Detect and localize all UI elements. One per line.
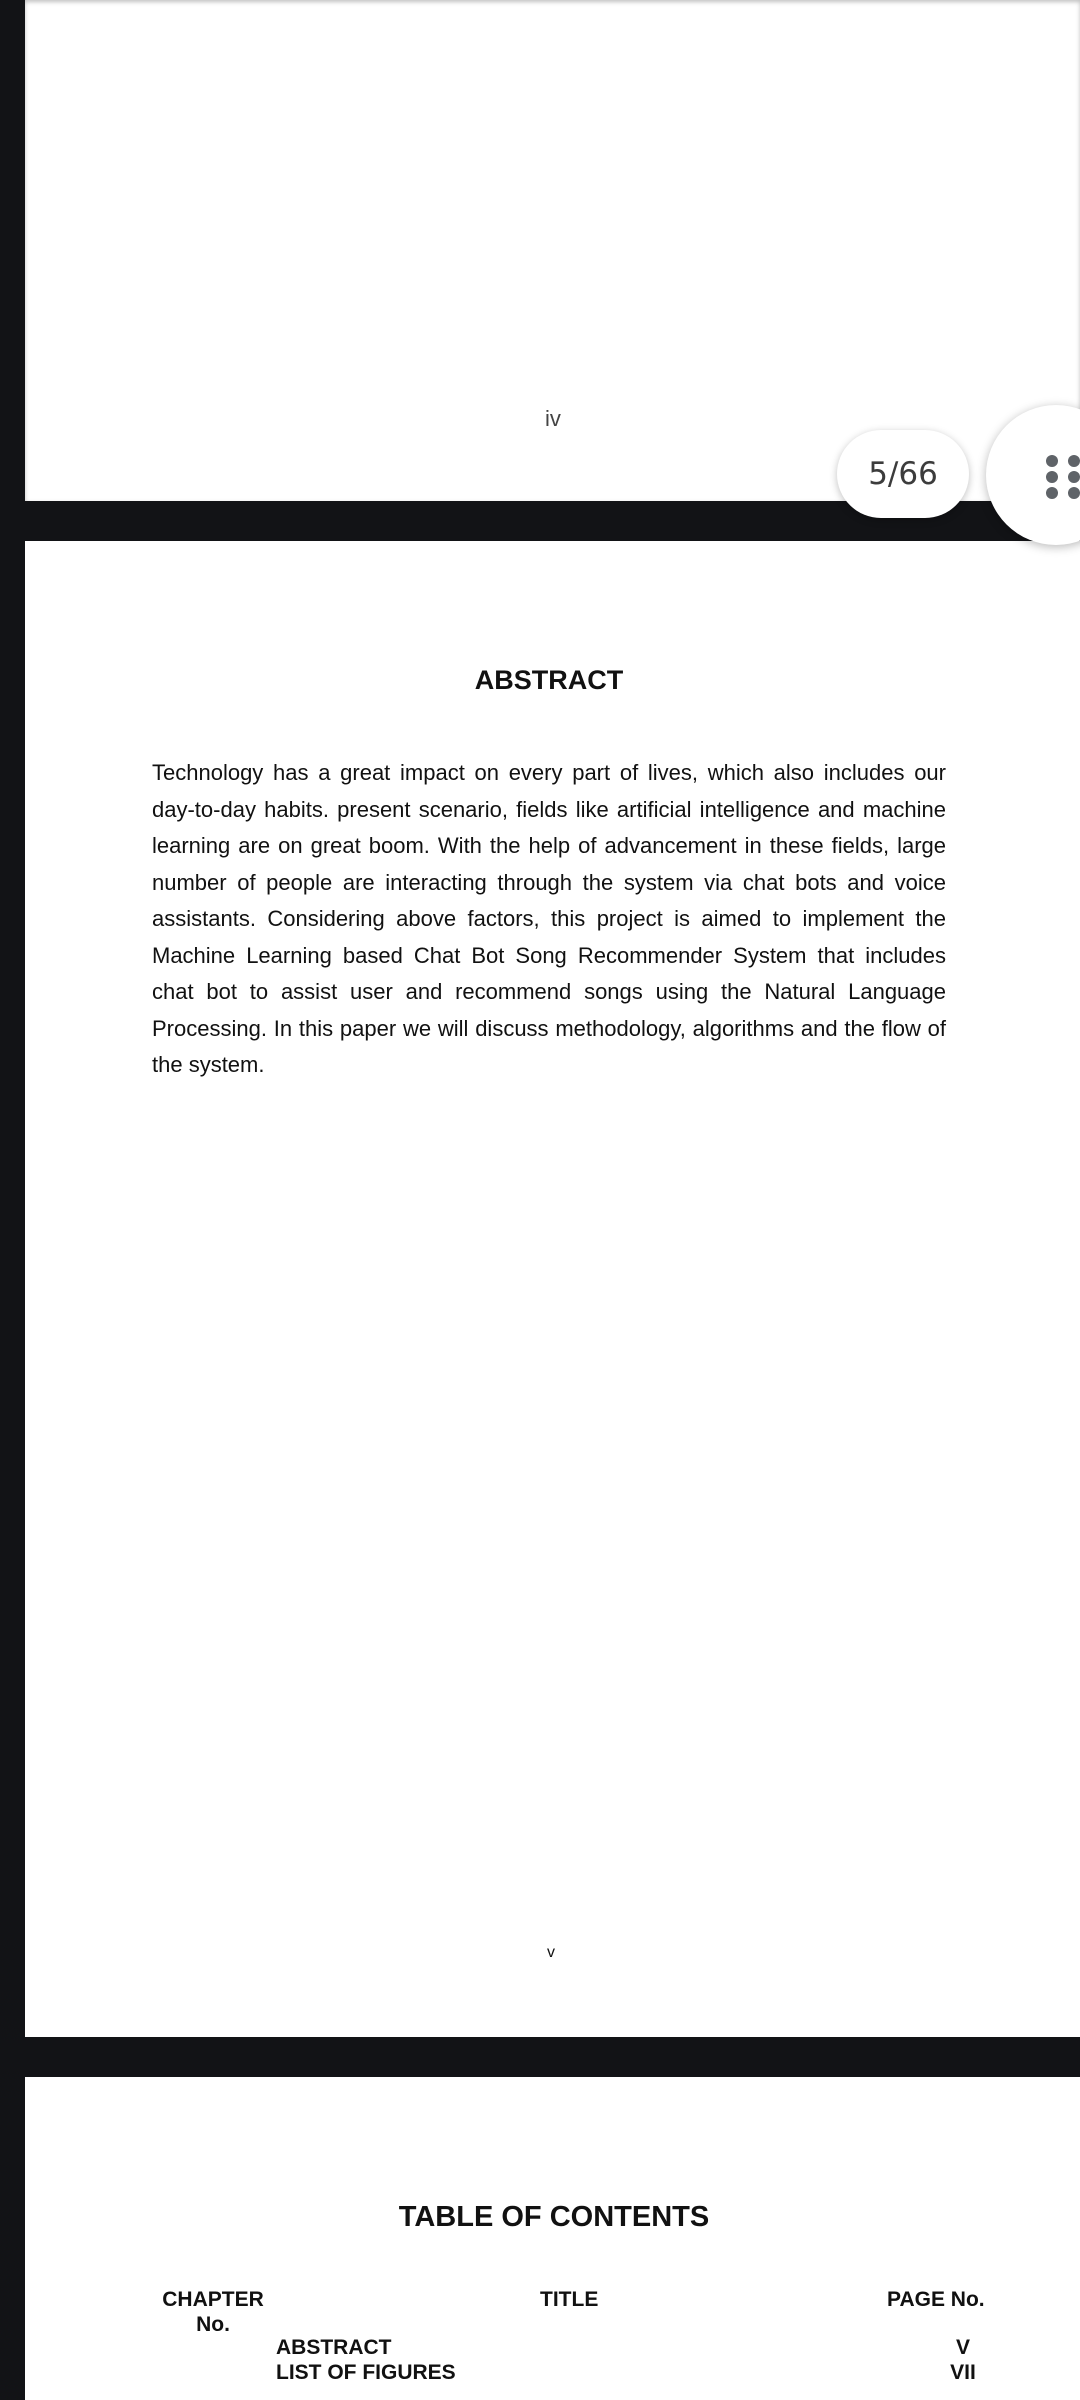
toc-heading: TABLE OF CONTENTS <box>398 2201 710 2233</box>
document-page-v <box>25 541 1080 2037</box>
page-counter: 5/66 <box>837 430 969 518</box>
toc-row-page: VII <box>950 2361 976 2384</box>
toc-column-title: TITLE <box>540 2288 599 2311</box>
toc-column-chapter: CHAPTER No. <box>162 2288 264 2336</box>
toc-row-title: ABSTRACT <box>276 2336 392 2359</box>
page-number: v <box>547 1944 555 1961</box>
document-page-vi <box>25 2077 1080 2400</box>
abstract-paragraph: Technology has a great impact on every part of lives, which also includes our day-to-day habits. present scenario, fields like artificial intelligence and machine learning are on great boom. With the help of advancement in these fields, large number of people are interacting through the system via chat bots and voice assistants. Considering above factors, this project is aimed to implement the Machine Learning based Chat Bot Song Recommender System that includes chat bot to assist user and recommend songs using the Natural Language Processing. In this paper we will discuss methodology, algorithms and the flow of the system. <box>152 760 946 1077</box>
toc-column-page: PAGE No. <box>887 2288 985 2311</box>
toc-row <box>25 2361 1080 2386</box>
document-page-iv <box>25 0 1080 501</box>
toc-row <box>25 2336 1080 2361</box>
toc-row-title: LIST OF FIGURES <box>276 2361 456 2384</box>
page-number: iv <box>545 406 561 431</box>
grip-dots-icon <box>1044 453 1080 501</box>
abstract-heading: ABSTRACT <box>474 665 624 695</box>
toc-row-page: V <box>955 2336 970 2359</box>
